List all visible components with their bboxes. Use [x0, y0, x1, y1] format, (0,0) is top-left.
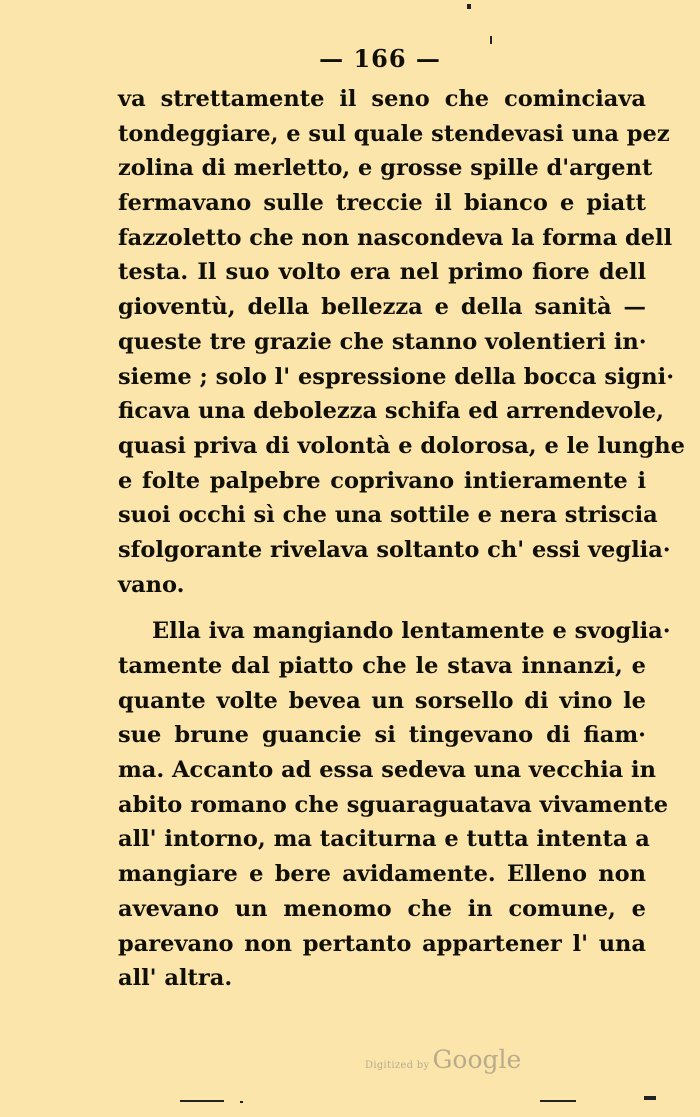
scan-mark-bottom-right — [540, 1100, 576, 1102]
text-line: abito romano che sguaraguatava vivamente — [118, 791, 669, 818]
watermark-small-text: Digitized by — [365, 1060, 430, 1071]
scan-speck — [467, 4, 471, 9]
text-line: gioventù, della bellezza e della sanità — — [118, 294, 646, 321]
scan-mark-bottom-corner — [644, 1096, 656, 1100]
paragraph-gap — [118, 602, 646, 614]
scan-speck — [490, 36, 492, 44]
text-line: sue brune guancie si tingevano di fiam· — [118, 722, 646, 749]
text-line: suoi occhi sì che una sottile e nera striscia — [118, 502, 658, 529]
text-line: fermavano sulle treccie il bianco e piatt — [118, 190, 646, 217]
paragraph — [118, 614, 671, 996]
text-line: zolina di merletto, e grosse spille d'argent — [118, 155, 653, 182]
text-line: sfolgorante rivelava soltanto ch' essi veglia· — [118, 536, 671, 563]
text-line: queste tre grazie che stanno volentieri in· — [118, 328, 647, 355]
text-line: quasi priva di volontà e dolorosa, e le lunghe — [118, 432, 685, 459]
scan-mark-bottom-dot — [240, 1101, 243, 1103]
paragraph — [118, 82, 685, 602]
text-line: e folte palpebre coprivano intieramente i — [118, 467, 646, 494]
text-line: ficava una debolezza schifa ed arrendevole, — [118, 398, 664, 425]
text-line: avevano un menomo che in comune, e — [118, 895, 646, 922]
text-line: Ella iva mangiando lentamente e svoglia· — [152, 618, 671, 645]
text-line: va strettamente il seno che cominciava — [118, 86, 646, 112]
text-line: ma. Accanto ad essa sedeva una vecchia in — [118, 757, 656, 784]
body-text — [118, 82, 685, 996]
text-line: quante volte bevea un sorsello di vino le — [118, 687, 646, 714]
text-line: vano. — [118, 571, 185, 598]
text-line: fazzoletto che non nascondeva la forma dell — [118, 224, 673, 251]
text-line: parevano non pertanto appartener l' una — [118, 930, 646, 957]
text-line: tamente dal piatto che le stava innanzi, e — [118, 653, 646, 679]
text-line: testa. Il suo volto era nel primo fiore dell — [118, 259, 646, 286]
digitized-by-google-watermark — [365, 1045, 521, 1074]
text-line: mangiare e bere avidamente. Elleno non — [118, 861, 646, 888]
text-line: sieme ; solo l' espressione della bocca signi· — [118, 363, 675, 390]
watermark-logo-text: Google — [432, 1045, 522, 1074]
page-number: — 166 — — [319, 44, 441, 73]
text-line: all' intorno, ma taciturna e tutta intenta a — [118, 826, 650, 853]
text-line: tondeggiare, e sul quale stendevasi una pez — [118, 120, 670, 147]
text-line: all' altra. — [118, 965, 233, 992]
scan-mark-bottom-left — [180, 1100, 224, 1102]
